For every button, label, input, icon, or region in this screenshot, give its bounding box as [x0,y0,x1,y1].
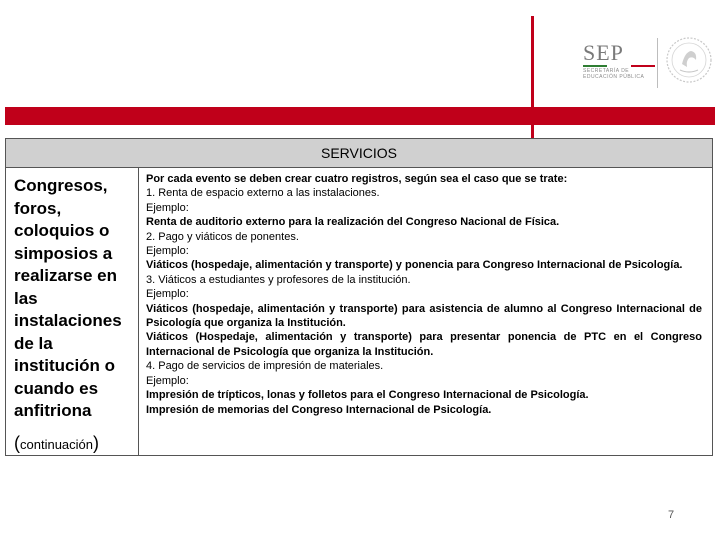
description-line: 4. Pago de servicios de impresión de materiales. [146,360,384,373]
page-number: 7 [668,509,675,521]
description-line: Ejemplo: [146,288,189,301]
logo-divider [657,38,658,88]
description-line: 2. Pago y viáticos de ponentes. [146,230,299,243]
description-cell [146,172,702,417]
sep-logo-subtitle: SECRETARÍA DE EDUCACIÓN PÚBLICA [583,68,645,80]
services-table [5,138,713,456]
sep-logo [545,30,715,105]
continuation-close-paren: ) [93,432,99,453]
description-line: Viáticos (hospedaje, alimentación y transporte) y ponencia para Congreso Internacional de Psicología. [146,259,683,272]
description-line: Ejemplo: [146,374,189,387]
column-divider [138,168,139,456]
table-header: SERVICIOS [6,139,712,168]
description-line: Impresión de trípticos, lonas y folletos para el Congreso Internacional de Psicología. [146,389,589,402]
description-line: Ejemplo: [146,201,189,214]
continuation-text: continuación [20,436,93,452]
description-line: Ejemplo: [146,245,189,258]
description-line: Impresión de memorias del Congreso Internacional de Psicología. [146,403,492,416]
continuation-note [14,433,136,455]
category-title: Congresos, foros, coloquios o simposios a realizarse en las instalaciones de la institución o cuando es anfitriona [14,176,122,420]
description-line: 1. Renta de espacio externo a las instalaciones. [146,187,380,200]
continuation-open-paren: ( [14,432,20,453]
description-line: 3. Viáticos a estudiantes y profesores de la institución. [146,273,411,286]
sep-logo-text: SEP [583,40,624,65]
description-line: Renta de auditorio externo para la realización del Congreso Nacional de Física. [146,216,560,229]
description-line: Viáticos (Hospedaje, alimentación y transporte) para presentar ponencia de PTC en el Congreso Internacional de Psicología que organiza la Institución. [146,331,702,358]
description-line: Por cada evento se deben crear cuatro registros, según sea el caso que se trate: [146,173,568,185]
description-line: Viáticos (hospedaje, alimentación y transporte) para asistencia de alumno al Congreso Internacional de Psicología que organiza la Institución. [146,302,702,330]
national-seal-icon [665,34,713,86]
header-accent-bar [5,107,715,125]
category-cell [14,175,136,455]
flag-stripe [583,65,655,67]
